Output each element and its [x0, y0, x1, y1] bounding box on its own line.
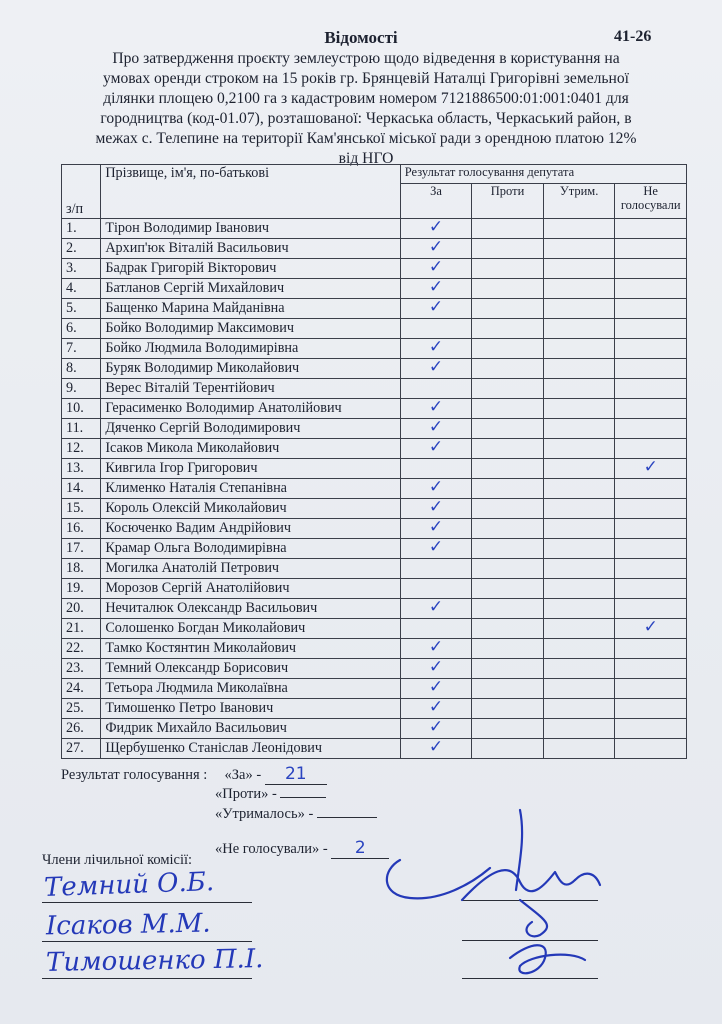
vote-cell-against [472, 419, 544, 439]
checkmark-icon: ✓ [428, 677, 444, 697]
table-row [62, 539, 687, 559]
vote-cell-against [472, 619, 544, 639]
table-row [62, 699, 687, 719]
vote-cell-not-voted [615, 639, 687, 659]
vote-cell-for [400, 519, 472, 539]
vote-cell-against [472, 299, 544, 319]
vote-cell-not-voted [615, 219, 687, 239]
vote-cell-not-voted [615, 279, 687, 299]
summary-not-voted-value: 2 [331, 838, 389, 859]
table-row [62, 479, 687, 499]
summary-against-value [280, 797, 326, 798]
vote-cell-against [472, 599, 544, 619]
vote-cell-abstain [543, 499, 615, 519]
vote-cell-abstain [543, 619, 615, 639]
vote-cell-for [400, 739, 472, 759]
vote-cell-not-voted [615, 599, 687, 619]
vote-cell-not-voted [615, 539, 687, 559]
vote-cell-against [472, 459, 544, 479]
row-number: 27. [62, 739, 101, 759]
vote-cell-abstain [543, 379, 615, 399]
row-number: 6. [62, 319, 101, 339]
vote-cell-against [472, 499, 544, 519]
checkmark-icon: ✓ [428, 437, 444, 457]
vote-cell-for [400, 279, 472, 299]
vote-cell-for [400, 359, 472, 379]
summary-abstain-label: «Утрималось» - [215, 806, 314, 822]
header-result: Результат голосування депутата [400, 165, 686, 184]
vote-cell-against [472, 239, 544, 259]
deputy-name: Тимошенко Петро Іванович [101, 699, 400, 719]
table-row [62, 279, 687, 299]
row-number: 11. [62, 419, 101, 439]
vote-cell-abstain [543, 659, 615, 679]
vote-cell-not-voted [615, 659, 687, 679]
row-number: 16. [62, 519, 101, 539]
checkmark-icon: ✓ [428, 337, 444, 357]
table-row [62, 399, 687, 419]
vote-cell-abstain [543, 339, 615, 359]
row-number: 18. [62, 559, 101, 579]
vote-cell-for [400, 639, 472, 659]
vote-cell-for [400, 219, 472, 239]
table-row [62, 239, 687, 259]
header-abstain: Утрим. [543, 184, 615, 219]
row-number: 25. [62, 699, 101, 719]
checkmark-icon: ✓ [428, 517, 444, 537]
table-row [62, 319, 687, 339]
vote-cell-against [472, 399, 544, 419]
vote-cell-not-voted [615, 499, 687, 519]
vote-cell-against [472, 639, 544, 659]
vote-cell-not-voted [615, 239, 687, 259]
table-row [62, 379, 687, 399]
vote-cell-for [400, 699, 472, 719]
checkmark-icon: ✓ [428, 597, 444, 617]
row-number: 7. [62, 339, 101, 359]
vote-cell-not-voted [615, 439, 687, 459]
vote-cell-for [400, 719, 472, 739]
vote-cell-against [472, 339, 544, 359]
deputy-name: Бадрак Григорій Вікторович [101, 259, 400, 279]
row-number: 3. [62, 259, 101, 279]
deputy-name: Морозов Сергій Анатолійович [101, 579, 400, 599]
row-number: 22. [62, 639, 101, 659]
row-number: 4. [62, 279, 101, 299]
vote-cell-for [400, 259, 472, 279]
row-number: 12. [62, 439, 101, 459]
vote-cell-for [400, 559, 472, 579]
vote-cell-against [472, 259, 544, 279]
vote-cell-against [472, 539, 544, 559]
deputy-name: Тетьора Людмила Миколаївна [101, 679, 400, 699]
row-number: 21. [62, 619, 101, 639]
vote-cell-not-voted [615, 719, 687, 739]
summary-row-not-voted [215, 838, 389, 859]
vote-cell-against [472, 319, 544, 339]
deputy-name: Тамко Костянтин Миколайович [101, 639, 400, 659]
vote-cell-abstain [543, 679, 615, 699]
vote-cell-for [400, 339, 472, 359]
vote-cell-for [400, 599, 472, 619]
table-row [62, 639, 687, 659]
checkmark-icon: ✓ [428, 357, 444, 377]
table-row [62, 339, 687, 359]
summary-label: Результат голосування : [61, 767, 208, 783]
table-row [62, 519, 687, 539]
deputy-name: Крамар Ольга Володимирівна [101, 539, 400, 559]
summary-not-voted-label: «Не голосували» - [215, 841, 328, 857]
vote-cell-for [400, 619, 472, 639]
vote-cell-abstain [543, 259, 615, 279]
checkmark-icon: ✓ [428, 257, 444, 277]
vote-cell-abstain [543, 219, 615, 239]
deputy-name: Архип'юк Віталій Васильович [101, 239, 400, 259]
row-number: 20. [62, 599, 101, 619]
vote-cell-against [472, 219, 544, 239]
table-row [62, 499, 687, 519]
vote-cell-abstain [543, 539, 615, 559]
summary-for-value: 21 [265, 764, 327, 785]
checkmark-icon: ✓ [428, 397, 444, 417]
vote-cell-against [472, 579, 544, 599]
checkmark-icon: ✓ [428, 497, 444, 517]
vote-cell-against [472, 439, 544, 459]
table-row [62, 579, 687, 599]
vote-cell-abstain [543, 519, 615, 539]
checkmark-icon: ✓ [428, 417, 444, 437]
deputy-name: Буряк Володимир Миколайович [101, 359, 400, 379]
vote-cell-against [472, 379, 544, 399]
vote-cell-abstain [543, 359, 615, 379]
handwritten-signatures [370, 790, 670, 1020]
vote-cell-abstain [543, 239, 615, 259]
vote-cell-against [472, 659, 544, 679]
deputy-name: Нечиталюк Олександр Васильович [101, 599, 400, 619]
vote-cell-not-voted [615, 299, 687, 319]
document-title: Відомості [324, 28, 398, 47]
deputy-name: Верес Віталій Терентійович [101, 379, 400, 399]
vote-cell-for [400, 659, 472, 679]
deputy-name: Фидрик Михайло Васильович [101, 719, 400, 739]
checkmark-icon: ✓ [428, 237, 444, 257]
checkmark-icon: ✓ [428, 477, 444, 497]
row-number: 26. [62, 719, 101, 739]
vote-cell-not-voted [615, 399, 687, 419]
deputy-name: Бойко Людмила Володимирівна [101, 339, 400, 359]
subject-line: межах с. Телепине на території Кам'янської міської ради з орендною платою 12% [95, 130, 637, 147]
vote-cell-against [472, 739, 544, 759]
checkmark-icon: ✓ [428, 657, 444, 677]
vote-cell-abstain [543, 319, 615, 339]
commission-member-1: Темний О.Б. [43, 867, 215, 903]
deputy-name: Ісаков Микола Миколайович [101, 439, 400, 459]
commission-member-2: Ісаков М.М. [45, 908, 211, 942]
row-number: 2. [62, 239, 101, 259]
vote-cell-abstain [543, 419, 615, 439]
table-row [62, 459, 687, 479]
row-number: 13. [62, 459, 101, 479]
row-number: 14. [62, 479, 101, 499]
vote-cell-against [472, 359, 544, 379]
table-row [62, 679, 687, 699]
vote-cell-not-voted [615, 359, 687, 379]
checkmark-icon: ✓ [643, 457, 658, 477]
vote-cell-not-voted [615, 419, 687, 439]
vote-cell-for [400, 499, 472, 519]
subject-line: умовах оренди строком на 15 років гр. Брянцевій Наталці Григорівні земельної [102, 70, 629, 87]
deputy-name: Герасименко Володимир Анатолійович [101, 399, 400, 419]
vote-cell-abstain [543, 719, 615, 739]
header-against: Проти [472, 184, 544, 219]
resolution-subject [92, 49, 640, 169]
vote-cell-against [472, 279, 544, 299]
vote-cell-not-voted [615, 739, 687, 759]
vote-cell-abstain [543, 559, 615, 579]
vote-cell-not-voted [615, 619, 687, 639]
vote-cell-not-voted [615, 519, 687, 539]
table-row [62, 559, 687, 579]
vote-cell-for [400, 239, 472, 259]
checkmark-icon: ✓ [428, 737, 444, 757]
table-row [62, 659, 687, 679]
deputy-name: Косюченко Вадим Андрійович [101, 519, 400, 539]
summary-row-abstain [215, 806, 377, 823]
header-name: Прізвище, ім'я, по-батькові [101, 165, 400, 219]
row-number: 15. [62, 499, 101, 519]
commission-member-3: Тимошенко П.І. [45, 944, 264, 978]
document-number: 41-26 [614, 28, 652, 45]
vote-cell-against [472, 479, 544, 499]
vote-cell-against [472, 519, 544, 539]
vote-cell-not-voted [615, 559, 687, 579]
checkmark-icon: ✓ [428, 637, 444, 657]
table-row [62, 419, 687, 439]
vote-cell-not-voted [615, 339, 687, 359]
table-row [62, 739, 687, 759]
vote-cell-against [472, 699, 544, 719]
vote-cell-for [400, 299, 472, 319]
table-row [62, 259, 687, 279]
deputy-name: Солошенко Богдан Миколайович [101, 619, 400, 639]
vote-cell-abstain [543, 479, 615, 499]
row-number: 19. [62, 579, 101, 599]
deputy-name: Бащенко Марина Майданівна [101, 299, 400, 319]
vote-cell-abstain [543, 739, 615, 759]
checkmark-icon: ✓ [428, 297, 444, 317]
summary-row-for [61, 764, 327, 785]
commission-label: Члени лічильної комісії: [42, 852, 193, 868]
row-number: 1. [62, 219, 101, 239]
checkmark-icon: ✓ [428, 697, 444, 717]
vote-cell-against [472, 559, 544, 579]
vote-cell-for [400, 459, 472, 479]
header-num: з/п [62, 165, 101, 219]
deputy-name: Бойко Володимир Максимович [101, 319, 400, 339]
row-number: 17. [62, 539, 101, 559]
voting-table [61, 164, 687, 759]
vote-cell-not-voted [615, 319, 687, 339]
vote-cell-not-voted [615, 679, 687, 699]
table-row [62, 219, 687, 239]
checkmark-icon: ✓ [428, 277, 444, 297]
checkmark-icon: ✓ [428, 217, 444, 237]
vote-cell-for [400, 399, 472, 419]
vote-cell-for [400, 319, 472, 339]
vote-cell-abstain [543, 459, 615, 479]
vote-cell-for [400, 679, 472, 699]
vote-cell-for [400, 439, 472, 459]
deputy-name: Король Олексій Миколайович [101, 499, 400, 519]
deputy-name: Клименко Наталія Степанівна [101, 479, 400, 499]
table-row [62, 439, 687, 459]
vote-cell-abstain [543, 439, 615, 459]
subject-line: від НГО [338, 150, 394, 167]
vote-cell-for [400, 579, 472, 599]
summary-against-label: «Проти» - [215, 786, 277, 802]
header-for: За [400, 184, 472, 219]
row-number: 24. [62, 679, 101, 699]
table-row [62, 619, 687, 639]
vote-cell-not-voted [615, 579, 687, 599]
voting-rows [62, 219, 687, 759]
header-not-voted: Не голосували [615, 184, 687, 219]
subject-line: городництва (код-01.07), розташованої: Черкаська область, Черкаський район, в [100, 110, 632, 127]
deputy-name: Могилка Анатолій Петрович [101, 559, 400, 579]
checkmark-icon: ✓ [428, 717, 444, 737]
deputy-name: Батланов Сергій Михайлович [101, 279, 400, 299]
vote-cell-not-voted [615, 259, 687, 279]
vote-cell-not-voted [615, 479, 687, 499]
row-number: 5. [62, 299, 101, 319]
vote-cell-not-voted [615, 459, 687, 479]
subject-line: ділянки площею 0,2100 га з кадастровим номером 7121886500:01:001:0401 для [103, 90, 629, 107]
vote-cell-for [400, 539, 472, 559]
vote-cell-not-voted [615, 379, 687, 399]
vote-cell-against [472, 679, 544, 699]
row-number: 9. [62, 379, 101, 399]
deputy-name: Кивгила Ігор Григорович [101, 459, 400, 479]
summary-abstain-value [317, 817, 377, 818]
row-number: 23. [62, 659, 101, 679]
summary-row-against [215, 786, 326, 803]
checkmark-icon: ✓ [428, 537, 444, 557]
table-row [62, 599, 687, 619]
vote-cell-for [400, 479, 472, 499]
vote-cell-abstain [543, 399, 615, 419]
summary-for-label: «За» - [224, 767, 262, 783]
vote-cell-abstain [543, 699, 615, 719]
signature-line [42, 978, 252, 979]
vote-cell-abstain [543, 279, 615, 299]
vote-cell-abstain [543, 299, 615, 319]
row-number: 10. [62, 399, 101, 419]
vote-cell-abstain [543, 599, 615, 619]
deputy-name: Дяченко Сергій Володимирович [101, 419, 400, 439]
signature-line [42, 941, 252, 942]
vote-cell-for [400, 419, 472, 439]
subject-line: Про затвердження проєкту землеустрою щодо відведення в користування на [112, 50, 620, 67]
table-row [62, 299, 687, 319]
checkmark-icon: ✓ [643, 617, 658, 637]
table-row [62, 719, 687, 739]
vote-cell-abstain [543, 579, 615, 599]
vote-cell-abstain [543, 639, 615, 659]
vote-cell-against [472, 719, 544, 739]
table-row [62, 359, 687, 379]
deputy-name: Темний Олександр Борисович [101, 659, 400, 679]
signature-line [42, 902, 252, 903]
vote-cell-for [400, 379, 472, 399]
row-number: 8. [62, 359, 101, 379]
deputy-name: Тірон Володимир Іванович [101, 219, 400, 239]
deputy-name: Щербушенко Станіслав Леонідович [101, 739, 400, 759]
vote-cell-not-voted [615, 699, 687, 719]
